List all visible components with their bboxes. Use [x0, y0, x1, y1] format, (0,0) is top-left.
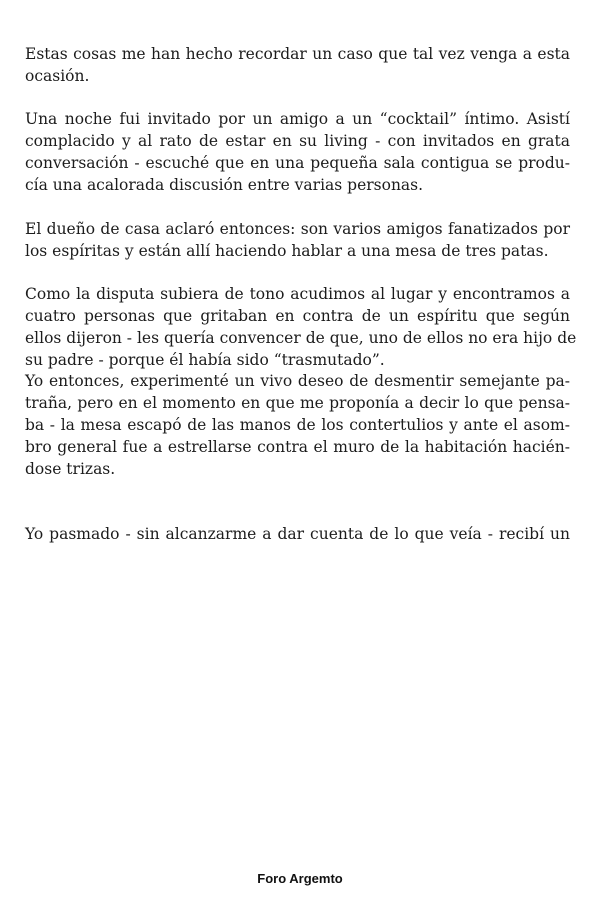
paragraph-6: [25, 523, 570, 545]
text-line: complacido y al rato de estar en su living - con invitados en grata: [25, 132, 570, 150]
text-line: su padre - porque él había sido “trasmutado”.: [25, 351, 385, 369]
paragraph-4: [25, 283, 577, 371]
text-line: cía una acalorada discusión entre varias personas.: [25, 176, 424, 194]
paragraph-5: [25, 370, 570, 480]
text-line: dose trizas.: [25, 460, 116, 478]
text-line: El dueño de casa aclaró entonces: son varios amigos fanatizados por: [25, 220, 570, 238]
text-line: bro general fue a estrellarse contra el muro de la habitación hacién-: [25, 438, 570, 456]
footer-credit: Foro Argemto: [257, 871, 343, 886]
text-line: ocasión.: [25, 67, 90, 85]
text-line: Estas cosas me han hecho recordar un caso que tal vez venga a esta: [25, 45, 570, 63]
text-line: Una noche fui invitado por un amigo a un “cocktail” íntimo. Asistí: [25, 110, 570, 128]
paragraph-3: [25, 218, 570, 262]
paragraph-2: [25, 108, 570, 196]
text-line: los espíritas y están allí haciendo hablar a una mesa de tres patas.: [25, 242, 549, 260]
text-line: cuatro personas que gritaban en contra de un espíritu que según: [25, 307, 570, 325]
text-line: Yo pasmado - sin alcanzarme a dar cuenta de lo que veía - recibí un: [25, 525, 570, 543]
paragraph-1: [25, 43, 570, 87]
text-line: ba - la mesa escapó de las manos de los contertulios y ante el asom-: [25, 416, 570, 434]
text-line: Como la disputa subiera de tono acudimos al lugar y encontramos a: [25, 285, 570, 303]
text-line: traña, pero en el momento en que me proponía a decir lo que pensa-: [25, 394, 570, 412]
text-line: Yo entonces, experimenté un vivo deseo de desmentir semejante pa-: [25, 372, 570, 390]
text-line: ellos dijeron - les quería convencer de que, uno de ellos no era hijo de: [25, 329, 577, 347]
text-line: conversación - escuché que en una pequeña sala contigua se produ-: [25, 154, 570, 172]
